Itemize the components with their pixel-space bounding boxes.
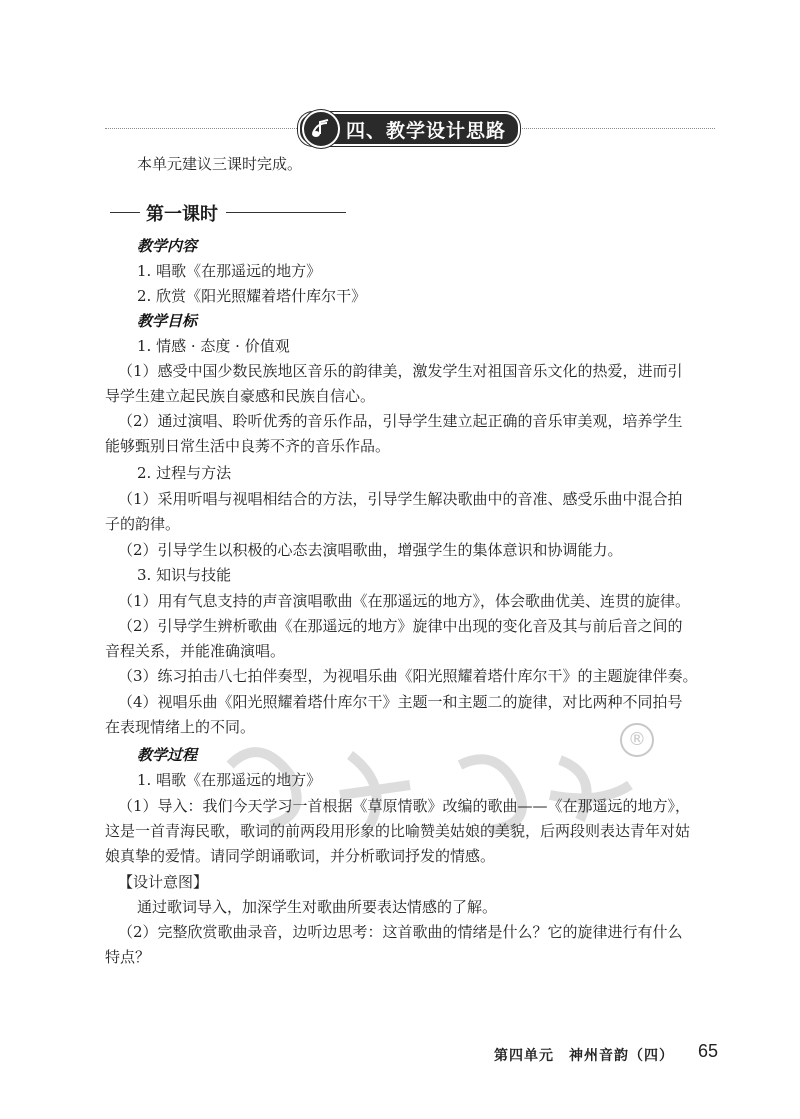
lesson-rule-right bbox=[226, 212, 346, 213]
music-note-icon bbox=[302, 110, 340, 148]
goal-paragraph: （4）视唱乐曲《阳光照耀着塔什库尔干》主题一和主题二的旋律，对比两种不同拍号 bbox=[118, 693, 683, 711]
section-title: 四、教学设计思路 bbox=[346, 120, 507, 142]
goal-paragraph: 在表现情绪上的不同。 bbox=[105, 718, 256, 736]
content-item: 2. 欣赏《阳光照耀着塔什库尔干》 bbox=[137, 287, 367, 305]
goal-paragraph: （2）引导学生辨析歌曲《在那遥远的地方》旋律中出现的变化音及其与前后音之间的 bbox=[118, 617, 683, 635]
goal-paragraph: （2）通过演唱、聆听优秀的音乐作品，引导学生建立起正确的音乐审美观，培养学生 bbox=[118, 412, 683, 430]
lesson-title: 第一课时 bbox=[146, 204, 218, 225]
goal-paragraph: 子的韵律。 bbox=[105, 515, 181, 533]
process-paragraph: （1）导入：我们今天学习一首根据《草原情歌》改编的歌曲——《在那遥远的地方》， bbox=[118, 797, 691, 815]
goal-paragraph: （1）采用听唱与视唱相结合的方法，引导学生解决歌曲中的音准、感受乐曲中混合拍 bbox=[118, 490, 683, 508]
goal-paragraph: 能够甄别日常生活中良莠不齐的音乐作品。 bbox=[105, 437, 391, 455]
header-divider-right bbox=[518, 128, 715, 129]
goal-paragraph: （1）感受中国少数民族地区音乐的韵律美，激发学生对祖国音乐文化的热爱，进而引 bbox=[118, 362, 683, 380]
footer-unit: 第四单元 神州音韵（四） bbox=[494, 1048, 674, 1064]
content-item: 1. 唱歌《在那遥远的地方》 bbox=[137, 262, 322, 280]
goal-title: 1. 情感 · 态度 · 价值观 bbox=[137, 337, 290, 355]
goals-heading: 教学目标 bbox=[137, 312, 198, 330]
process-paragraph: 特点？ bbox=[105, 948, 151, 966]
goal-title: 2. 过程与方法 bbox=[137, 464, 232, 482]
content-heading: 教学内容 bbox=[137, 237, 198, 255]
goal-paragraph: 音程关系，并能准确演唱。 bbox=[105, 642, 286, 660]
goal-paragraph: （2）引导学生以积极的心态去演唱歌曲，增强学生的集体意识和协调能力。 bbox=[118, 541, 623, 559]
goal-title: 3. 知识与技能 bbox=[137, 566, 232, 584]
page-number: 65 bbox=[698, 1041, 719, 1061]
process-paragraph: 这是一首青海民歌，歌词的前两段用形象的比喻赞美姑娘的美貌，后两段则表达青年对姑 bbox=[105, 822, 691, 840]
registered-mark: ® bbox=[620, 723, 654, 757]
design-intent-text: 通过歌词导入，加深学生对歌曲所要表达情感的了解。 bbox=[137, 898, 498, 916]
section-intro: 本单元建议三课时完成。 bbox=[137, 155, 303, 173]
header-divider-left bbox=[105, 128, 297, 129]
goal-paragraph: （1）用有气息支持的声音演唱歌曲《在那遥远的地方》，体会歌曲优美、连贯的旋律。 bbox=[118, 592, 691, 610]
lesson-rule-left bbox=[110, 212, 140, 213]
process-heading: 教学过程 bbox=[137, 746, 198, 764]
goal-paragraph: （3）练习拍击八七拍伴奏型，为视唱乐曲《阳光照耀着塔什库尔干》的主题旋律伴奏。 bbox=[118, 667, 698, 685]
goal-paragraph: 导学生建立起民族自豪感和民族自信心。 bbox=[105, 387, 376, 405]
process-paragraph: 娘真挚的爱情。请同学朗诵歌词，并分析歌词抒发的情感。 bbox=[105, 847, 496, 865]
design-intent-label: 【设计意图】 bbox=[118, 873, 209, 891]
process-paragraph: （2）完整欣赏歌曲录音，边听边思考：这首歌曲的情绪是什么？它的旋律进行有什么 bbox=[118, 923, 683, 941]
process-title: 1. 唱歌《在那遥远的地方》 bbox=[137, 771, 322, 789]
